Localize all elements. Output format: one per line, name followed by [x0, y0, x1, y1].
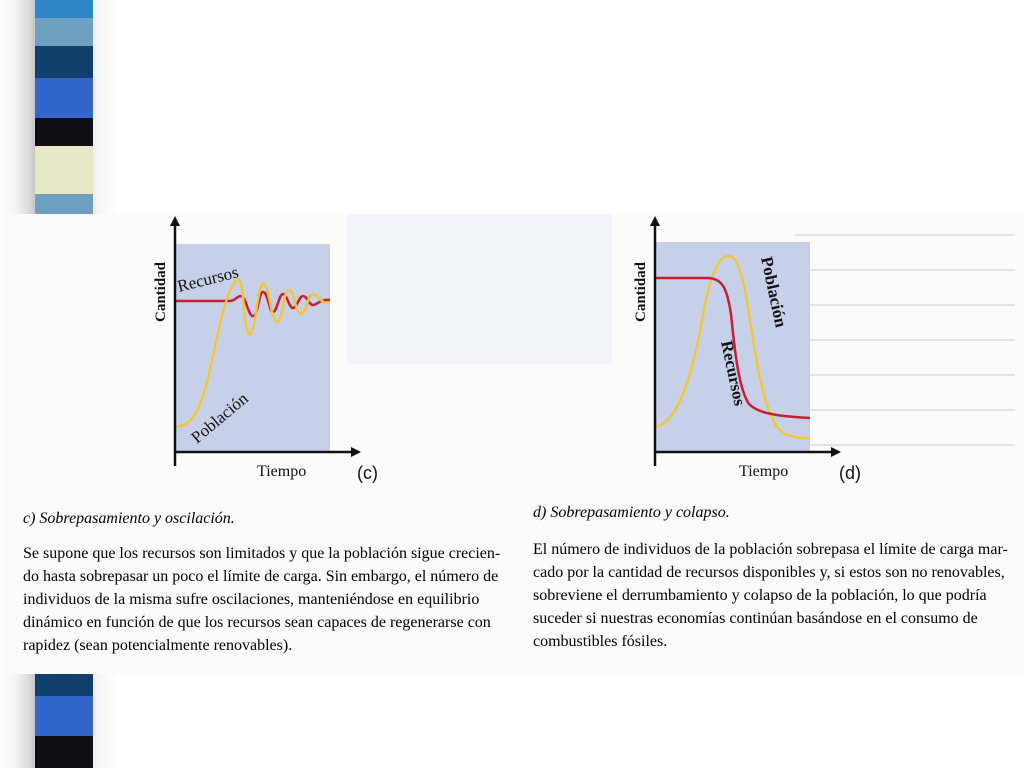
chart-d-poblacion-label: Población	[757, 254, 791, 330]
caption-d-body	[533, 538, 1018, 653]
chart-c-recursos-label: Recursos	[175, 262, 241, 296]
strip-block	[35, 0, 93, 18]
chart-c-svg	[145, 214, 405, 494]
chart-d-x-arrow	[831, 447, 841, 457]
strip-block	[35, 194, 93, 214]
chart-d-x-title: Tiempo	[739, 463, 789, 480]
caption-c-title: c) Sobrepasamiento y oscilación.	[23, 510, 235, 527]
caption-d-title: d) Sobrepasamiento y colapso.	[533, 504, 730, 521]
strip-block	[35, 18, 93, 46]
chart-overshoot-collapse	[625, 214, 885, 494]
chart-c-y-arrow	[170, 216, 180, 226]
caption-d-line: combustibles fósiles.	[533, 633, 668, 650]
chart-d-recursos-label: Recursos	[717, 338, 750, 408]
caption-d-line: El número de individuos de la población sobrepasa el límite de carga mar-	[533, 541, 1008, 558]
chart-d-y-arrow	[650, 216, 660, 226]
caption-d-line: cado por la cantidad de recursos disponibles y, si estos son no renovables,	[533, 564, 1005, 581]
chart-overshoot-oscillation	[145, 214, 405, 494]
strip-block	[35, 78, 93, 118]
caption-c-line: Se supone que los recursos son limitados y que la población sigue crecien-	[23, 545, 501, 562]
chart-d-svg	[625, 214, 885, 494]
strip-block	[35, 46, 93, 78]
strip-block	[35, 736, 93, 768]
chart-c-x-title: Tiempo	[257, 463, 307, 480]
chart-d-y-title: Cantidad	[633, 261, 649, 322]
strip-block	[35, 118, 93, 146]
chart-c-x-arrow	[351, 447, 361, 457]
chart-d-panel-label: (d)	[839, 463, 861, 483]
chart-c-poblacion-label: Población	[187, 388, 252, 448]
caption-c-line: rapidez (sean potencialmente renovables).	[23, 637, 293, 654]
caption-d-line: suceder si nuestras economías continúan basándose en el consumo de	[533, 610, 978, 627]
caption-c-line: dinámico en función de que los recursos sean capaces de regenerarse con	[23, 614, 491, 631]
strip-block	[35, 674, 93, 696]
chart-c-y-title: Cantidad	[153, 261, 169, 322]
chart-c-panel-label: (c)	[357, 463, 378, 483]
caption-c-line: do hasta sobrepasar un poco el límite de carga. Sin embargo, el número de	[23, 568, 499, 585]
strip-block	[35, 696, 93, 736]
caption-d-line: sobreviene el derrumbamiento y colapso de la población, lo que podría	[533, 587, 987, 604]
strip-block	[35, 146, 93, 194]
caption-c-line: individuos de la misma sufre oscilaciones, manteniéndose en equilibrio	[23, 591, 480, 608]
scanned-page	[5, 214, 1024, 674]
caption-c-body	[23, 542, 523, 657]
